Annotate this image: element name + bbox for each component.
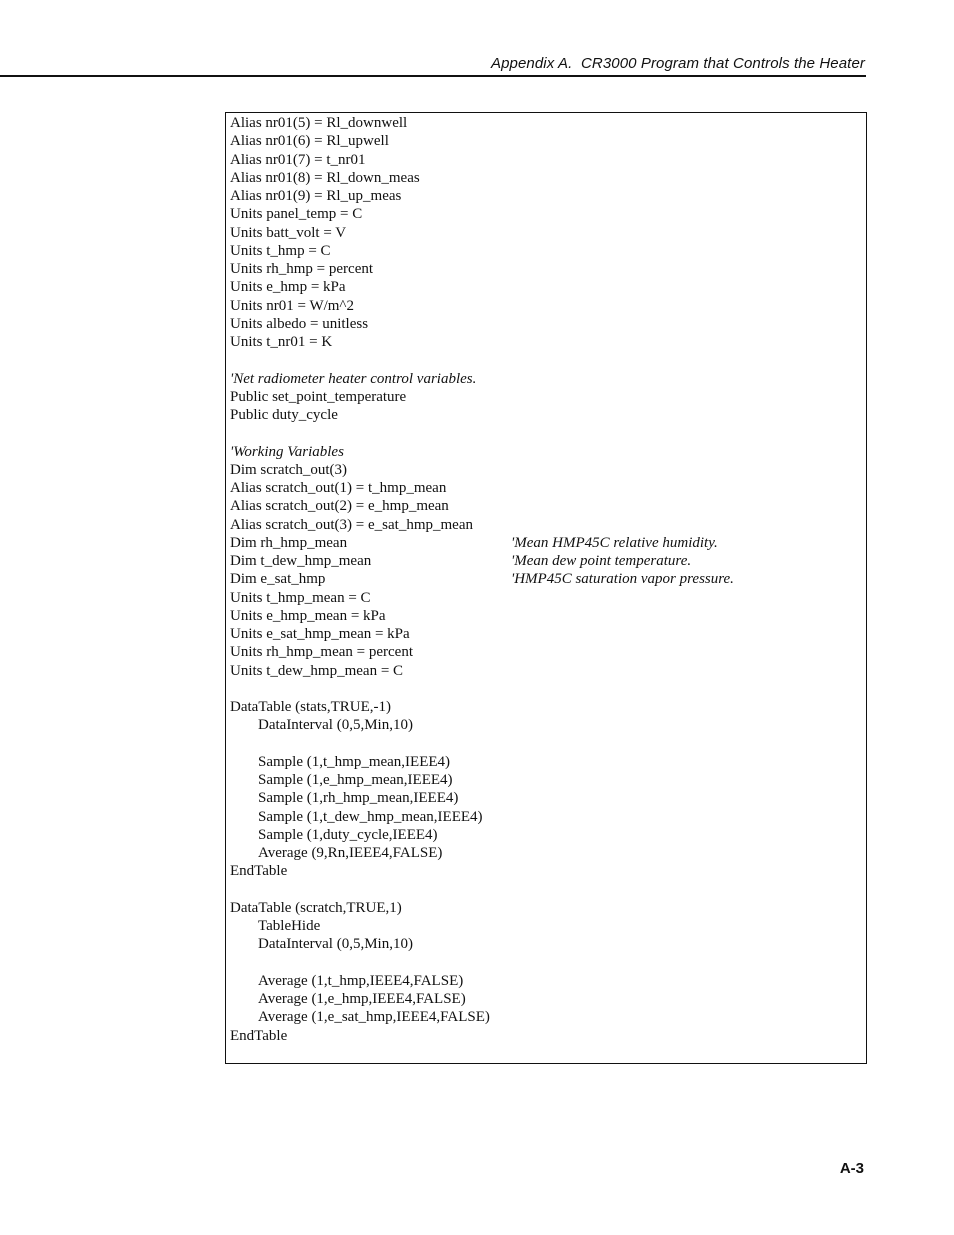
code-text: Average (1,e_hmp,IEEE4,FALSE) (258, 991, 466, 1007)
code-line (230, 607, 860, 625)
code-text: Alias scratch_out(3) = e_sat_hmp_mean (230, 516, 473, 533)
code-text: DataTable (scratch,TRUE,1) (230, 899, 402, 916)
code-line (230, 862, 860, 880)
code-text: Alias nr01(8) = Rl_down_meas (230, 169, 420, 186)
code-text: Public set_point_temperature (230, 388, 407, 405)
code-comment: 'Net radiometer heater control variables. (230, 370, 477, 387)
code-line (230, 370, 860, 388)
code-text: Alias nr01(6) = Rl_upwell (230, 133, 389, 150)
code-text: Units t_hmp = C (230, 242, 331, 259)
code-line (230, 972, 860, 990)
code-line (230, 242, 860, 260)
code-text: Dim e_sat_hmp (230, 571, 326, 588)
code-line (230, 625, 860, 643)
code-line (230, 443, 860, 461)
blank-line (230, 881, 860, 899)
code-line (230, 808, 860, 826)
code-text: Units e_sat_hmp_mean = kPa (230, 626, 410, 642)
inline-comment: 'Mean HMP45C relative humidity. (511, 534, 718, 551)
code-line (230, 187, 860, 205)
code-text: Units rh_hmp = percent (230, 261, 374, 277)
code-line (230, 132, 860, 150)
code-text: Units batt_volt = V (230, 224, 347, 241)
blank-line (230, 680, 860, 698)
code-line (230, 205, 860, 223)
code-text: Units t_dew_hmp_mean = C (230, 662, 404, 679)
code-line (230, 169, 860, 187)
code-line (230, 479, 860, 497)
code-text: Alias nr01(7) = t_nr01 (230, 151, 366, 168)
code-text: Dim rh_hmp_mean (230, 534, 348, 551)
inline-comment: 'HMP45C saturation vapor pressure. (511, 571, 734, 588)
code-line (230, 333, 860, 351)
code-line (230, 789, 860, 807)
code-line (230, 497, 860, 515)
code-line (230, 990, 860, 1008)
code-line (230, 552, 860, 570)
code-line (230, 826, 860, 844)
code-line (230, 297, 860, 315)
code-text: Units albedo = unitless (230, 315, 369, 332)
code-text: Units e_hmp = kPa (230, 279, 346, 296)
code-text: Units t_hmp_mean = C (230, 589, 371, 606)
code-listing (230, 114, 860, 1045)
code-text: Alias nr01(9) = Rl_up_meas (230, 188, 402, 204)
code-text: Sample (1,e_hmp_mean,IEEE4) (258, 772, 453, 788)
code-text: Average (1,e_sat_hmp,IEEE4,FALSE) (258, 1009, 490, 1026)
code-line (230, 662, 860, 680)
code-text: Units rh_hmp_mean = percent (230, 644, 413, 661)
code-line (230, 151, 860, 169)
code-text: Units panel_temp = C (230, 206, 363, 223)
running-header-title: Appendix A. CR3000 Program that Controls the Heater (490, 55, 865, 72)
code-text: Public duty_cycle (230, 407, 338, 423)
code-line (230, 698, 860, 716)
code-text: DataTable (stats,TRUE,-1) (230, 699, 391, 715)
page-number: A-3 (839, 1160, 864, 1177)
code-line (230, 917, 860, 935)
code-text: TableHide (258, 918, 321, 934)
blank-line (230, 351, 860, 369)
code-text: DataInterval (0,5,Min,10) (258, 936, 413, 953)
code-text: Dim scratch_out(3) (230, 461, 348, 478)
code-line (230, 570, 860, 588)
code-line (230, 753, 860, 771)
code-text: Alias scratch_out(2) = e_hmp_mean (230, 498, 449, 515)
code-text: EndTable (230, 863, 288, 880)
blank-line (230, 954, 860, 972)
code-text: Units t_nr01 = K (230, 334, 333, 350)
code-line (230, 716, 860, 734)
inline-comment: 'Mean dew point temperature. (511, 553, 692, 569)
code-line (230, 589, 860, 607)
code-line (230, 406, 860, 424)
code-line (230, 516, 860, 534)
code-text: Average (9,Rn,IEEE4,FALSE) (258, 845, 443, 861)
code-line (230, 260, 860, 278)
code-line (230, 388, 860, 406)
code-text: Sample (1,rh_hmp_mean,IEEE4) (258, 790, 459, 807)
code-text: Alias scratch_out(1) = t_hmp_mean (230, 480, 447, 496)
code-text: Sample (1,duty_cycle,IEEE4) (258, 826, 438, 843)
code-line (230, 224, 860, 242)
code-text: Units e_hmp_mean = kPa (230, 607, 386, 624)
code-line (230, 844, 860, 862)
code-line (230, 461, 860, 479)
code-text: Average (1,t_hmp,IEEE4,FALSE) (258, 972, 464, 989)
code-line (230, 1008, 860, 1026)
code-line (230, 278, 860, 296)
code-line (230, 315, 860, 333)
code-line (230, 935, 860, 953)
header-rule (0, 75, 866, 77)
code-comment: 'Working Variables (230, 443, 344, 460)
blank-line (230, 735, 860, 753)
code-text: Units nr01 = W/m^2 (230, 297, 354, 314)
blank-line (230, 424, 860, 442)
code-text: Alias nr01(5) = Rl_downwell (230, 115, 408, 131)
code-text: DataInterval (0,5,Min,10) (258, 717, 413, 734)
code-text: Dim t_dew_hmp_mean (230, 553, 372, 569)
code-text: Sample (1,t_dew_hmp_mean,IEEE4) (258, 808, 483, 825)
code-text: Sample (1,t_hmp_mean,IEEE4) (258, 753, 451, 770)
code-line (230, 771, 860, 789)
code-line (230, 114, 860, 132)
code-line (230, 899, 860, 917)
code-line (230, 1027, 860, 1045)
code-line (230, 643, 860, 661)
code-line (230, 534, 860, 552)
code-text: EndTable (230, 1027, 288, 1044)
